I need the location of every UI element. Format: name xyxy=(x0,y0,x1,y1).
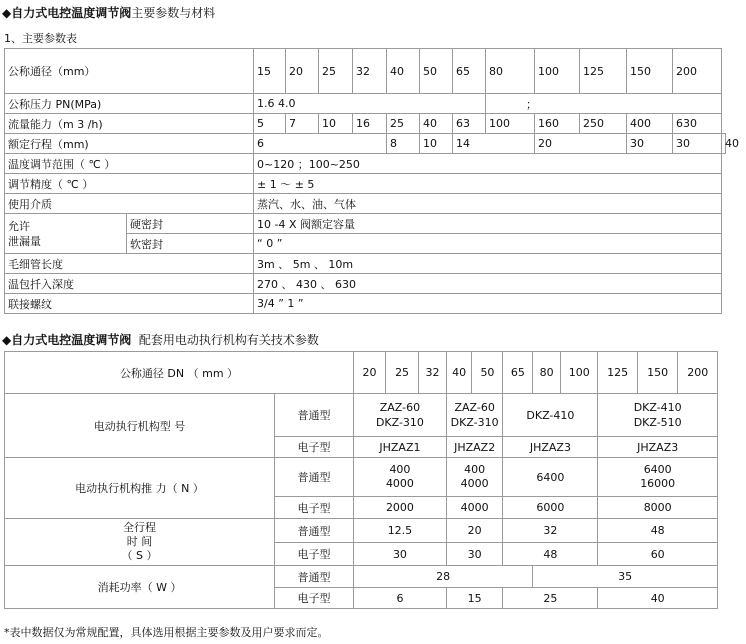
cell: 150 xyxy=(627,49,673,94)
cell: 40 xyxy=(598,588,718,609)
row-hard-seal xyxy=(5,214,726,234)
cell: 25 xyxy=(503,588,598,609)
cell: 40 xyxy=(420,114,453,134)
cell: 6 xyxy=(254,134,387,154)
cell: ± 1 ～ ± 5 xyxy=(254,174,722,194)
cell: 28 xyxy=(354,566,533,588)
cell: 35 xyxy=(533,566,718,588)
cell: 65 xyxy=(503,352,533,394)
label-dn: 公称通径 DN （ mm ） xyxy=(5,352,354,394)
label-power: 消耗功率（ W ） xyxy=(5,566,275,609)
type-electronic: 电子型 xyxy=(275,588,354,609)
cell: 10 -4 X 阀额定容量 xyxy=(254,214,722,234)
cell: 20 xyxy=(446,519,503,543)
subtitle-main-params: 1、主要参数表 xyxy=(4,32,77,45)
cell: 100 xyxy=(535,49,580,94)
cell: 30 xyxy=(354,543,447,566)
cell: 30 xyxy=(627,134,673,154)
cell: 50 xyxy=(420,49,453,94)
cell: 14 xyxy=(453,134,535,154)
cell: 8000 xyxy=(598,497,718,519)
row-flow xyxy=(5,114,726,134)
type-normal: 普通型 xyxy=(275,394,354,437)
row-pn xyxy=(5,94,726,114)
label-stroke: 额定行程（mm) xyxy=(5,134,254,154)
row-power-normal xyxy=(5,566,718,588)
cell: ； xyxy=(486,94,722,114)
section-title-2: ◆自力式电控温度调节阀 配套用电动执行机构有关技术参数 xyxy=(2,333,319,347)
cell: JHZAZ3 xyxy=(598,437,718,458)
cell: 16 xyxy=(353,114,387,134)
cell: 8 xyxy=(387,134,420,154)
cell: 10 xyxy=(420,134,453,154)
cell: ZAZ-60 DKZ-310 xyxy=(354,394,447,437)
cell: 20 xyxy=(286,49,319,94)
row-precision xyxy=(5,174,726,194)
label-medium: 使用介质 xyxy=(5,194,254,214)
cell: 3/4 ” 1 ” xyxy=(254,294,722,314)
cell: JHZAZ1 xyxy=(354,437,447,458)
cell: 25 xyxy=(386,352,419,394)
title-2-bold: 自力式电控温度调节阀 xyxy=(11,333,132,347)
cell: JHZAZ2 xyxy=(446,437,503,458)
type-normal: 普通型 xyxy=(275,566,354,588)
label-precision: 调节精度（ ℃ ） xyxy=(5,174,254,194)
cell: 80 xyxy=(486,49,535,94)
row-capillary xyxy=(5,254,726,274)
cell: 7 xyxy=(286,114,319,134)
label-temp-range: 温度调节范围（ ℃ ） xyxy=(5,154,254,174)
cell: 6400 xyxy=(503,458,598,497)
cell: 48 xyxy=(598,519,718,543)
row-temp-range xyxy=(5,154,726,174)
cell: 25 xyxy=(387,114,420,134)
row-thrust-normal xyxy=(5,458,718,497)
cell: 15 xyxy=(254,49,286,94)
cell: 30 xyxy=(673,134,722,154)
cell: 400 4000 xyxy=(446,458,503,497)
section-title-1: ◆自力式电控温度调节阀主要参数与材料 xyxy=(2,6,216,20)
cell: 40 xyxy=(387,49,420,94)
label-leakage: 允许 泄漏量 xyxy=(5,214,127,254)
cell: 200 xyxy=(673,49,722,94)
cell: 32 xyxy=(353,49,387,94)
label-flow: 流量能力（m 3 /h) xyxy=(5,114,254,134)
footnote: *表中数据仅为常规配置，具体选用根据主要参数及用户要求而定。 xyxy=(4,626,329,639)
cell: 50 xyxy=(472,352,503,394)
cell: ZAZ-60 DKZ-310 xyxy=(446,394,503,437)
title-1-rest: 主要参数与材料 xyxy=(131,6,216,20)
cell: 200 xyxy=(678,352,718,394)
row-stroke xyxy=(5,134,726,154)
actuator-table xyxy=(4,351,718,609)
cell: 400 4000 xyxy=(354,458,447,497)
cell: 80 xyxy=(533,352,561,394)
cell: 32 xyxy=(419,352,447,394)
cell: 5 xyxy=(254,114,286,134)
label-capillary: 毛细管长度 xyxy=(5,254,254,274)
cell: 2000 xyxy=(354,497,447,519)
cell: 270 、 430 、 630 xyxy=(254,274,722,294)
cell: 12.5 xyxy=(354,519,447,543)
cell: 40 xyxy=(722,134,726,154)
cell: DKZ-410 DKZ-510 xyxy=(598,394,718,437)
label-insert: 温包扦入深度 xyxy=(5,274,254,294)
type-electronic: 电子型 xyxy=(275,437,354,458)
cell: 6 xyxy=(354,588,447,609)
row-dn xyxy=(5,352,718,394)
label-time: 全行程 时 间 （ S ） xyxy=(5,519,275,566)
label-hard-seal: 硬密封 xyxy=(127,214,254,234)
type-electronic: 电子型 xyxy=(275,543,354,566)
cell: 630 xyxy=(673,114,722,134)
cell: 10 xyxy=(319,114,353,134)
label-dn: 公称通径（mm） xyxy=(5,49,254,94)
cell: 48 xyxy=(503,543,598,566)
cell: 20 xyxy=(535,134,627,154)
label-thread: 联接螺纹 xyxy=(5,294,254,314)
cell: 65 xyxy=(453,49,486,94)
cell: 40 xyxy=(446,352,472,394)
main-params-table xyxy=(4,48,739,314)
cell: 1.6 4.0 xyxy=(254,94,486,114)
cell: 6400 16000 xyxy=(598,458,718,497)
type-normal: 普通型 xyxy=(275,519,354,543)
cell: 32 xyxy=(503,519,598,543)
cell: 250 xyxy=(580,114,627,134)
row-medium xyxy=(5,194,726,214)
cell: 63 xyxy=(453,114,486,134)
cell: 400 xyxy=(627,114,673,134)
cell: 3m 、 5m 、 10m xyxy=(254,254,722,274)
row-insert xyxy=(5,274,726,294)
title-2-rest: 配套用电动执行机构有关技术参数 xyxy=(138,333,319,347)
row-thread xyxy=(5,294,726,314)
cell: 15 xyxy=(446,588,503,609)
cell: 30 xyxy=(446,543,503,566)
cell: 6000 xyxy=(503,497,598,519)
cell: 20 xyxy=(354,352,386,394)
cell: 160 xyxy=(535,114,580,134)
cell: 150 xyxy=(637,352,678,394)
cell: 125 xyxy=(580,49,627,94)
cell: 25 xyxy=(319,49,353,94)
label-model: 电动执行机构型 号 xyxy=(5,394,275,458)
cell: 4000 xyxy=(446,497,503,519)
cell: JHZAZ3 xyxy=(503,437,598,458)
title-1-bold: 自力式电控温度调节阀 xyxy=(11,6,132,20)
label-soft-seal: 软密封 xyxy=(127,234,254,254)
row-time-normal xyxy=(5,519,718,543)
type-normal: 普通型 xyxy=(275,458,354,497)
type-electronic: 电子型 xyxy=(275,497,354,519)
cell: 125 xyxy=(598,352,637,394)
label-pn: 公称压力 PN(MPa) xyxy=(5,94,254,114)
cell: 蒸汽、水、油、气体 xyxy=(254,194,722,214)
cell: 0~120 ；100~250 xyxy=(254,154,722,174)
cell: 100 xyxy=(561,352,598,394)
row-dn xyxy=(5,49,726,94)
cell: DKZ-410 xyxy=(503,394,598,437)
cell: 100 xyxy=(486,114,535,134)
label-thrust: 电动执行机构推 力（ N ） xyxy=(5,458,275,519)
row-model-normal xyxy=(5,394,718,437)
cell: “ 0 ” xyxy=(254,234,722,254)
cell: 60 xyxy=(598,543,718,566)
